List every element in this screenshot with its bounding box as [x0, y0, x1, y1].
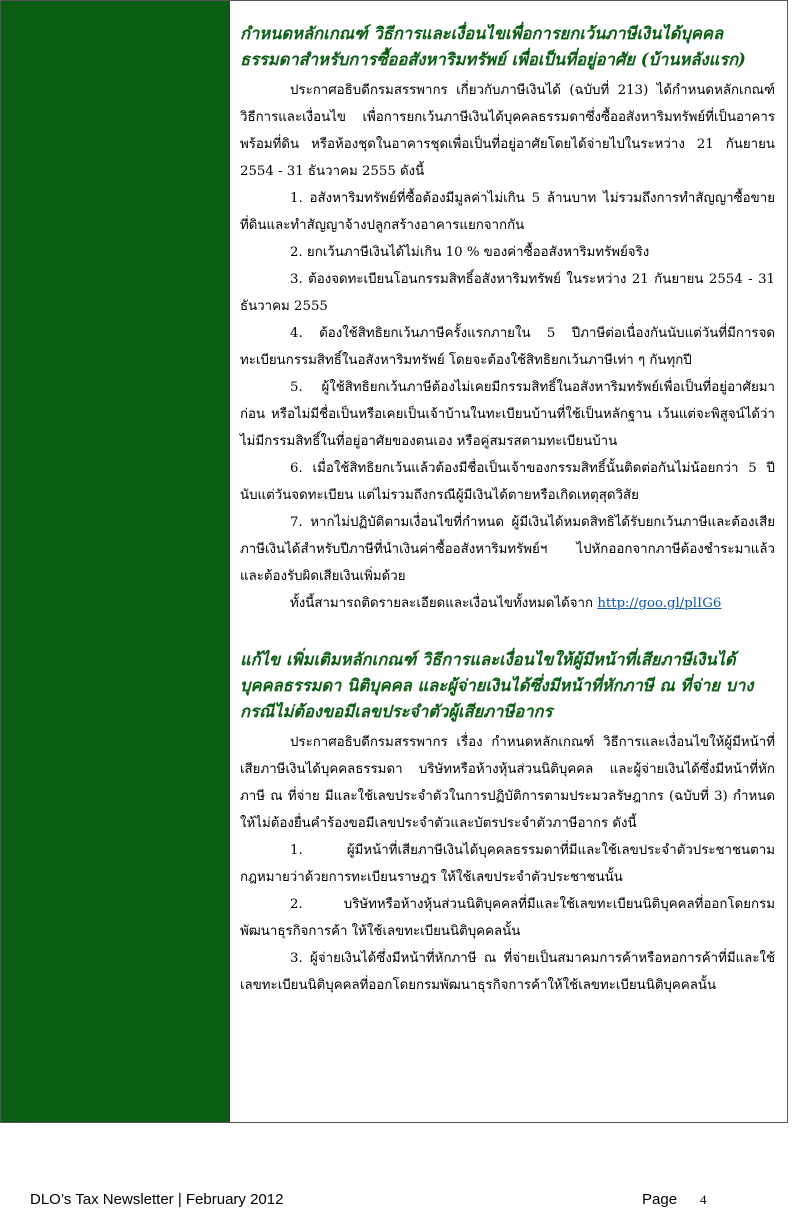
list-item: 3. ต้องจดทะเบียนโอนกรรมสิทธิ์อสังหาริมทรัพย์ ในระหว่าง 21 กันยายน 2554 - 31 ธันวาคม 2555 — [240, 272, 775, 314]
section-intro: ประกาศอธิบดีกรมสรรพากร เกี่ยวกับภาษีเงินได้ (ฉบับที่ 213) ได้กำหนดหลักเกณฑ์ วิธีการและเงื่อนไข เพื่อการยกเว้นภาษีเงินได้บุคคลธรรมดาซึ่งซื้ออสังหาริมทรัพย์ที่เป็นอาคารพร้อมที่ดิน หรือห้องชุดในอาคารชุดเพื่อเป็นที่อยู่อาศัยโดยได้จ่ายไปในระหว่าง 21 กันยายน 2554 - 31 ธันวาคม 2555 ดังนี้ — [240, 83, 775, 179]
section-title: กำหนดหลักเกณฑ์ วิธีการและเงื่อนไขเพื่อการยกเว้นภาษีเงินได้บุคคลธรรมดาสำหรับการซื้ออสังหาริมทรัพย์ เพื่อเป็นที่อยู่อาศัย (บ้านหลังแรก) — [240, 24, 746, 69]
list-item: 6. เมื่อใช้สิทธิยกเว้นแล้วต้องมีชื่อเป็นเจ้าของกรรมสิทธิ์นั้นติดต่อกันไม่น้อยกว่า 5 ปี นับแต่วันจดทะเบียน แต่ไม่รวมถึงกรณีผู้มีเงินได้ตายหรือเกิดเหตุสุดวิสัย — [240, 461, 775, 503]
list-item: 2. บริษัทหรือห้างหุ้นส่วนนิติบุคคลที่มีและใช้เลขทะเบียนนิติบุคคลที่ออกโดยกรมพัฒนาธุรกิจการค้า ให้ใช้เลขทะเบียนนิติบุคคลนั้น — [240, 897, 775, 939]
section-first-home-tax-exemption — [240, 21, 775, 617]
section-intro: ประกาศอธิบดีกรมสรรพากร เรื่อง กำหนดหลักเกณฑ์ วิธีการและเงื่อนไขให้ผู้มีหน้าที่เสียภาษีเงินได้บุคคลธรรมดา บริษัทหรือห้างหุ้นส่วนนิติบุคคล และผู้จ่ายเงินได้ซึ่งมีหน้าที่หักภาษี ณ ที่จ่าย มีและใช้เลขประจำตัวในการปฏิบัติการตามประมวลรัษฎากร (ฉบับที่ 3) กำหนดให้ไม่ต้องยื่นคำร้องขอมีเลขประจำตัวและบัตรประจำตัวภาษีอากร ดังนี้ — [240, 735, 775, 831]
article-content — [230, 1, 787, 1122]
list-item: 1. อสังหาริมทรัพย์ที่ซื้อต้องมีมูลค่าไม่เกิน 5 ล้านบาท ไม่รวมถึงการทำสัญญาซื้อขายที่ดินและทำสัญญาจ้างปลูกสร้างอาคารแยกจากกัน — [240, 191, 775, 233]
page-number: 4 — [700, 1192, 707, 1207]
section-tax-id-amendment — [240, 647, 775, 999]
list-item: 7. หากไม่ปฏิบัติตามเงื่อนไขที่กำหนด ผู้มีเงินได้หมดสิทธิได้รับยกเว้นภาษีและต้องเสียภาษีเงินได้สำหรับปีภาษีที่นำเงินค่าซื้ออสังหาริมทรัพย์ฯ ไปหักออกจากภาษีต้องชำระมาแล้ว และต้องรับผิดเสียเงินเพิ่มด้วย — [240, 515, 775, 584]
section-title: แก้ไข เพิ่มเติมหลักเกณฑ์ วิธีการและเงื่อนไขให้ผู้มีหน้าที่เสียภาษีเงินได้บุคคลธรรมดา นิติบุคคล และผู้จ่ายเงินได้ซึ่งมีหน้าที่หักภาษี ณ ที่จ่าย บางกรณีไม่ต้องขอมีเลขประจำตัวผู้เสียภาษีอากร — [240, 650, 754, 721]
list-item: 1. ผู้มีหน้าที่เสียภาษีเงินได้บุคคลธรรมดาที่มีและใช้เลขประจำตัวประชาชนตามกฎหมายว่าด้วยการทะเบียนราษฎร ให้ใช้เลขประจำตัวประชาชนนั้น — [240, 843, 775, 885]
closing-text: ทั้งนี้สามารถติดรายละเอียดและเงื่อนไขทั้งหมดได้จาก — [290, 596, 594, 611]
green-sidebar — [1, 1, 230, 1122]
newsletter-name: DLO’s Tax Newsletter | February 2012 — [30, 1191, 284, 1208]
list-item: 5. ผู้ใช้สิทธิยกเว้นภาษีต้องไม่เคยมีกรรมสิทธิ์ในอสังหาริมทรัพย์เพื่อเป็นที่อยู่อาศัยมาก่อน หรือไม่มีชื่อเป็นหรือเคยเป็นเจ้าบ้านในทะเบียนบ้านที่ใช้เป็นหลักฐาน เว้นแต่จะพิสูจน์ได้ว่าไม่มีกรรมสิทธิ์ในที่อยู่อาศัยของตนเอง หรือคู่สมรสตามทะเบียนบ้าน — [240, 380, 775, 449]
list-item: 2. ยกเว้นภาษีเงินได้ไม่เกิน 10 % ของค่าซื้ออสังหาริมทรัพย์จริง — [290, 245, 650, 260]
page-label: Page — [642, 1191, 678, 1208]
list-item: 4. ต้องใช้สิทธิยกเว้นภาษีครั้งแรกภายใน 5 ปีภาษีต่อเนื่องกันนับแต่วันที่มีการจดทะเบียนกรรมสิทธิ์ในอสังหาริมทรัพย์ โดยจะต้องใช้สิทธิยกเว้นภาษีเท่า ๆ กันทุกปี — [240, 326, 775, 368]
closing-line — [240, 590, 775, 617]
details-link[interactable]: http://goo.gl/plIG6 — [597, 596, 722, 611]
list-item: 3. ผู้จ่ายเงินได้ซึ่งมีหน้าที่หักภาษี ณ ที่จ่ายเป็นสมาคมการค้าหรือหอการค้าที่มีและใช้เลขทะเบียนนิติบุคคลที่ออกโดยกรมพัฒนาธุรกิจการค้าให้ใช้เลขทะเบียนนิติบุคคลนั้น — [240, 951, 775, 993]
